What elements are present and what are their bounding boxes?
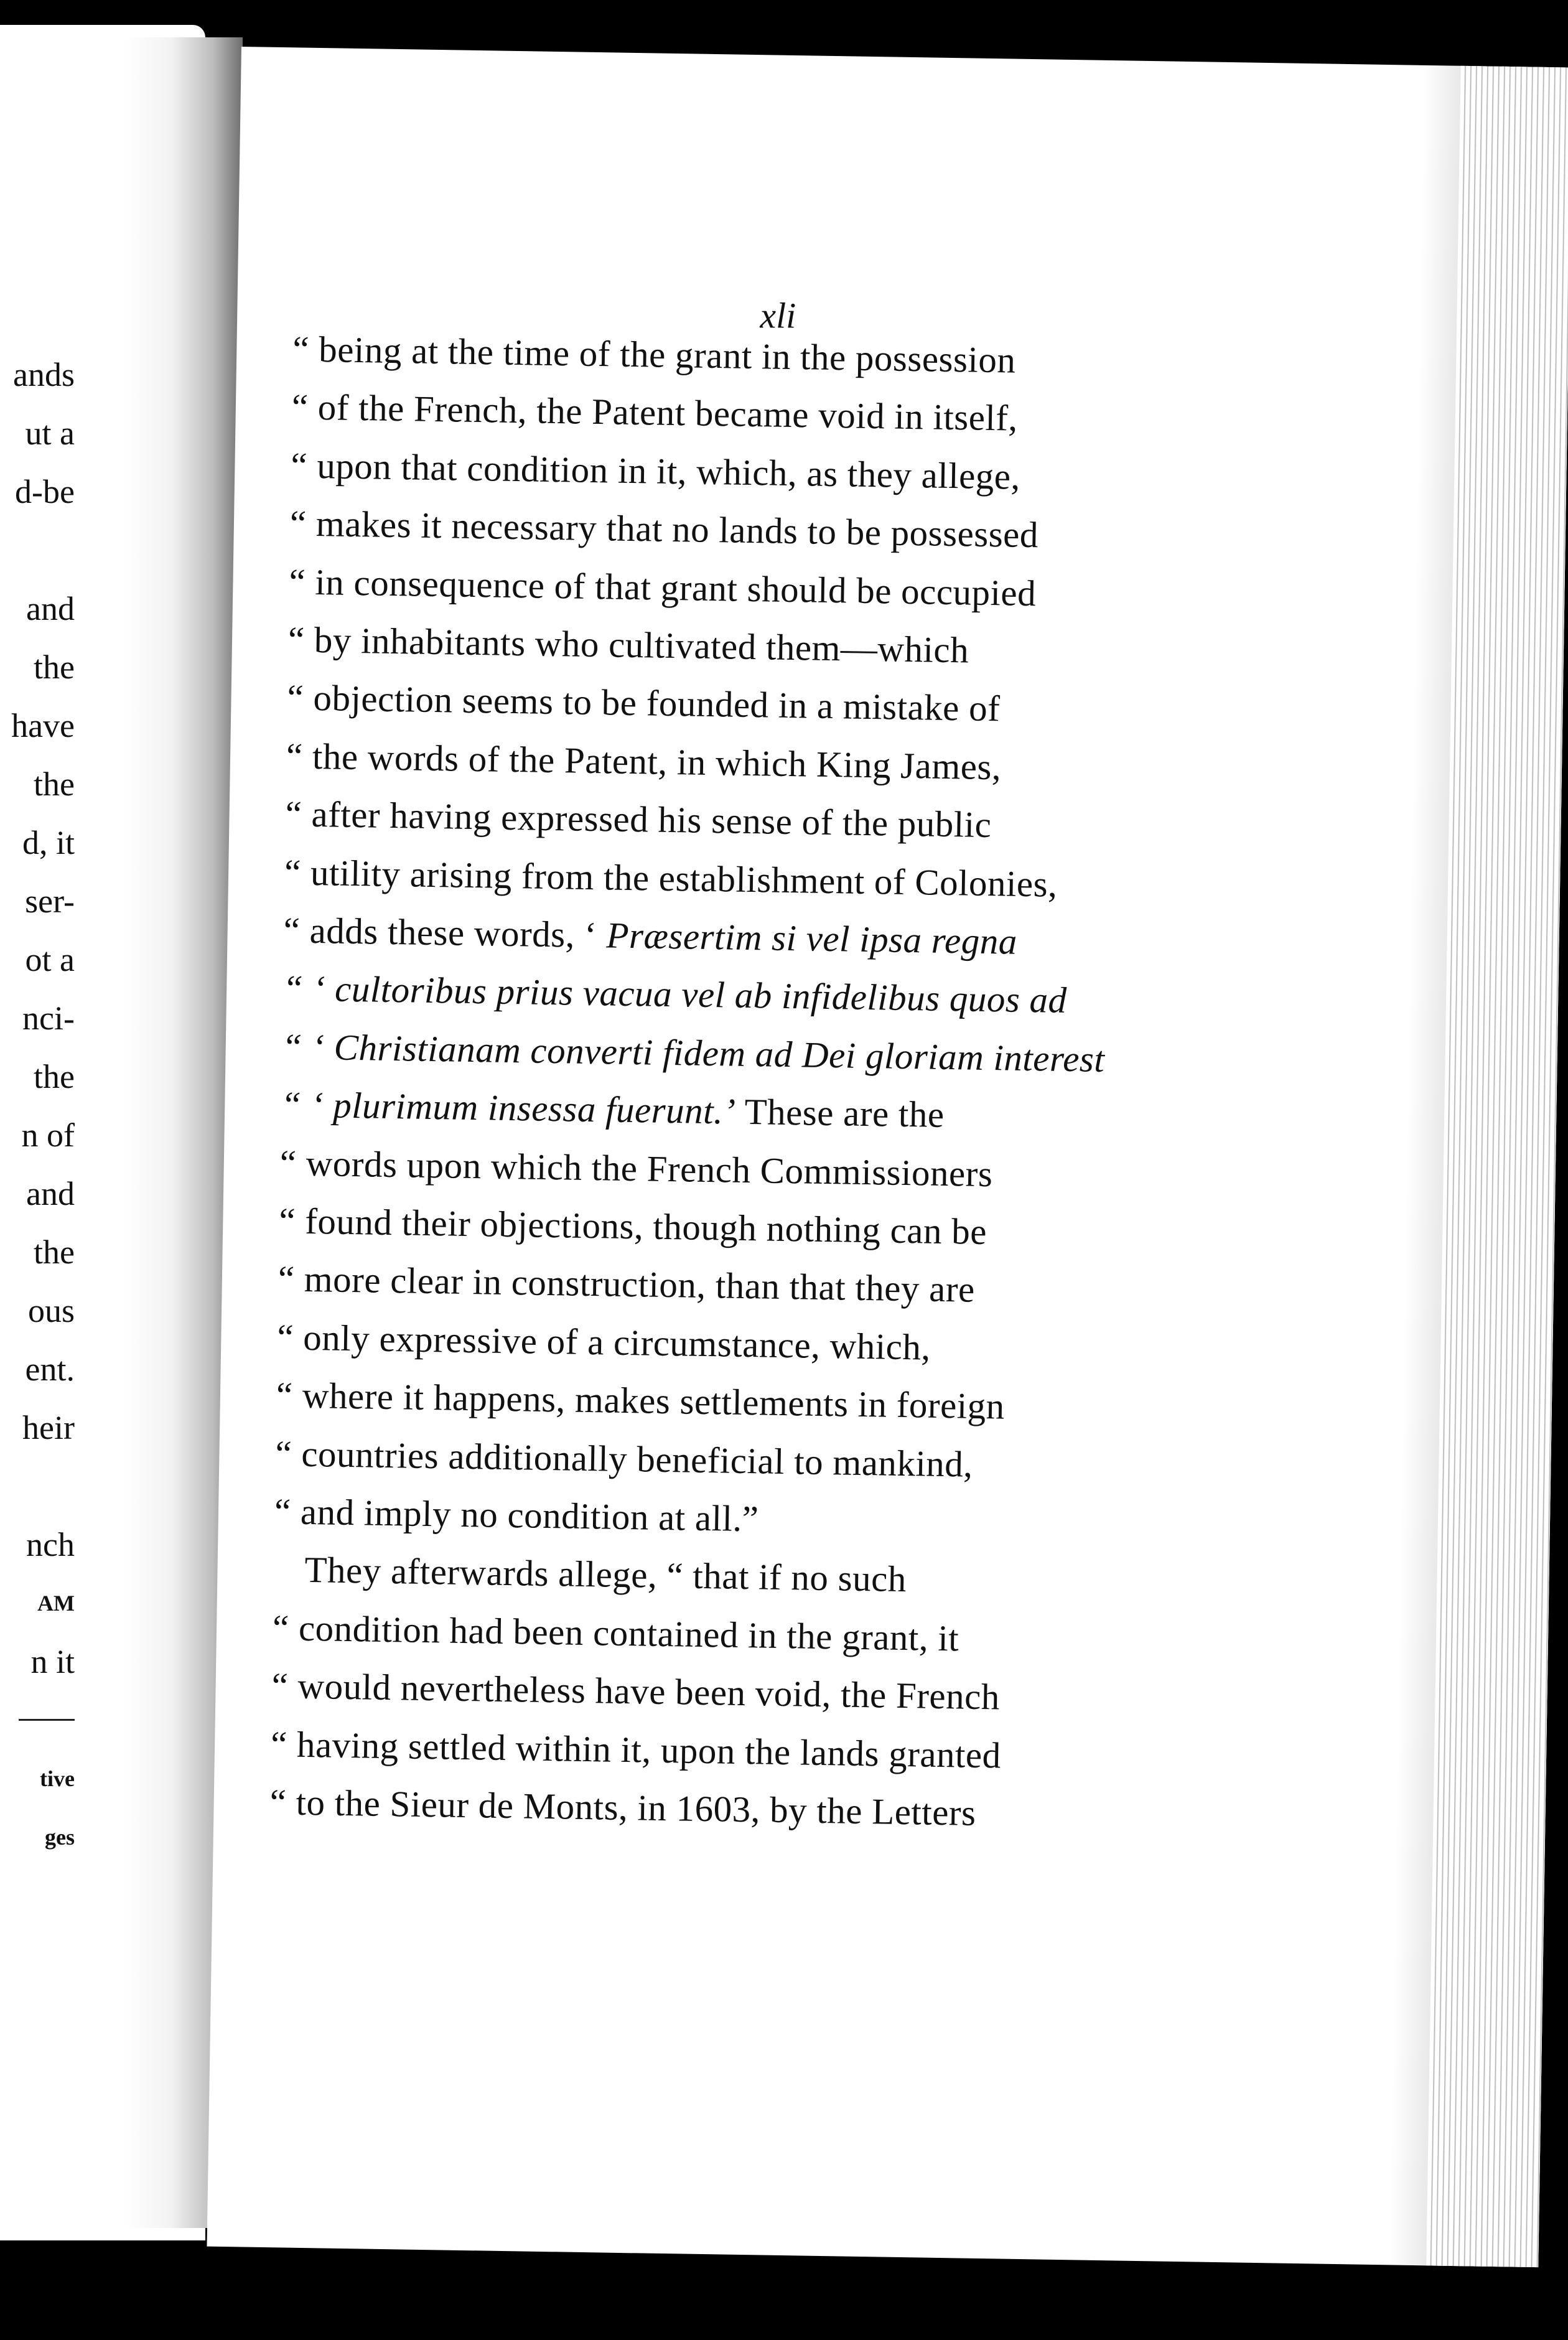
right-page	[207, 47, 1568, 2267]
text-line: “ condition had been contained in the grant, it	[272, 1606, 959, 1659]
left-page-fragment: ands	[13, 356, 75, 393]
text-line: “ upon that condition in it, which, as they allege,	[290, 444, 1021, 497]
text-line: “ and imply no condition at all.”	[274, 1491, 759, 1540]
text-line: “ countries additionally beneficial to mankind,	[274, 1432, 974, 1485]
text-line: “ words upon which the French Commissioners	[279, 1141, 993, 1194]
footnote-rule	[19, 1719, 75, 1721]
left-page-fragment: ot a	[25, 941, 75, 978]
text-line: “ the words of the Patent, in which King James,	[286, 735, 1002, 788]
text-line: “ to the Sieur de Monts, in 1603, by the Letters	[269, 1781, 977, 1833]
text-line: “ more clear in construction, than that they are	[278, 1258, 976, 1311]
left-page-fragment: heir	[22, 1409, 75, 1446]
left-page-fragment: ut a	[25, 414, 75, 452]
left-page-fragment: d-be	[15, 473, 75, 510]
text-line: “ after having expressed his sense of the public	[285, 793, 992, 846]
left-page-fragment: the	[34, 1233, 75, 1271]
left-page-fragment: and	[26, 1175, 75, 1212]
text-line: “ found their objections, though nothing can be	[278, 1200, 987, 1253]
text-line: “ being at the time of the grant in the possession	[292, 328, 1016, 381]
text-line: “ by inhabitants who cultivated them—which	[287, 619, 969, 671]
text-segment: Præsertim si vel ipsa regna	[606, 914, 1018, 962]
text-line: “ ‘ Christianam converti fidem ad Dei gloriam interest	[281, 1026, 1105, 1080]
left-page-fragment: the	[34, 1058, 75, 1095]
text-line: “ of the French, the Patent became void in itself,	[291, 386, 1019, 439]
text-line: “ having settled within it, upon the lands granted	[270, 1723, 1002, 1776]
text-segment: “ adds these words, ‘	[283, 909, 607, 956]
left-page-fragment: ent.	[25, 1350, 75, 1388]
left-page-fragment: tive	[40, 1766, 75, 1791]
left-page-fragment: n it	[30, 1643, 75, 1680]
left-page-fragment: n of	[21, 1116, 75, 1154]
text-segment: These are the	[735, 1090, 945, 1136]
page-number: xli	[760, 295, 796, 336]
left-page-fragment: the	[34, 648, 75, 686]
text-line: “ makes it necessary that no lands to be possessed	[289, 502, 1039, 556]
text-segment: “ ‘ plurimum insessa fuerunt.’	[280, 1083, 736, 1132]
text-line: “ objection seems to be founded in a mistake of	[287, 676, 1001, 729]
text-line: “ only expressive of a circumstance, which,	[276, 1316, 931, 1368]
text-line: “ would nevertheless have been void, the French	[271, 1665, 1001, 1718]
text-line	[283, 909, 1017, 963]
text-line: They afterwards allege, “ that if no such	[304, 1549, 907, 1600]
left-page-fragment: nch	[26, 1526, 75, 1563]
text-line	[281, 1083, 945, 1136]
left-page-fragment: the	[34, 765, 75, 803]
left-page-fragment: AM	[37, 1591, 75, 1616]
text-line: “ ‘ cultoribus prius vacua vel ab infidelibus quos ad	[282, 967, 1068, 1021]
left-page-fragment: d, it	[22, 824, 75, 861]
left-page-fragment: and	[26, 590, 75, 627]
left-page-fragment: ges	[45, 1825, 75, 1850]
left-page-fragment: nci-	[22, 999, 75, 1037]
left-page-fragment: ser-	[25, 882, 75, 920]
text-line: “ in consequence of that grant should be occupied	[289, 560, 1037, 614]
left-page-fragment: ous	[27, 1292, 75, 1329]
text-line: “ where it happens, makes settlements in foreign	[276, 1374, 1006, 1427]
text-line: “ utility arising from the establishment of Colonies,	[284, 851, 1058, 905]
left-page-fragment: have	[11, 707, 75, 744]
